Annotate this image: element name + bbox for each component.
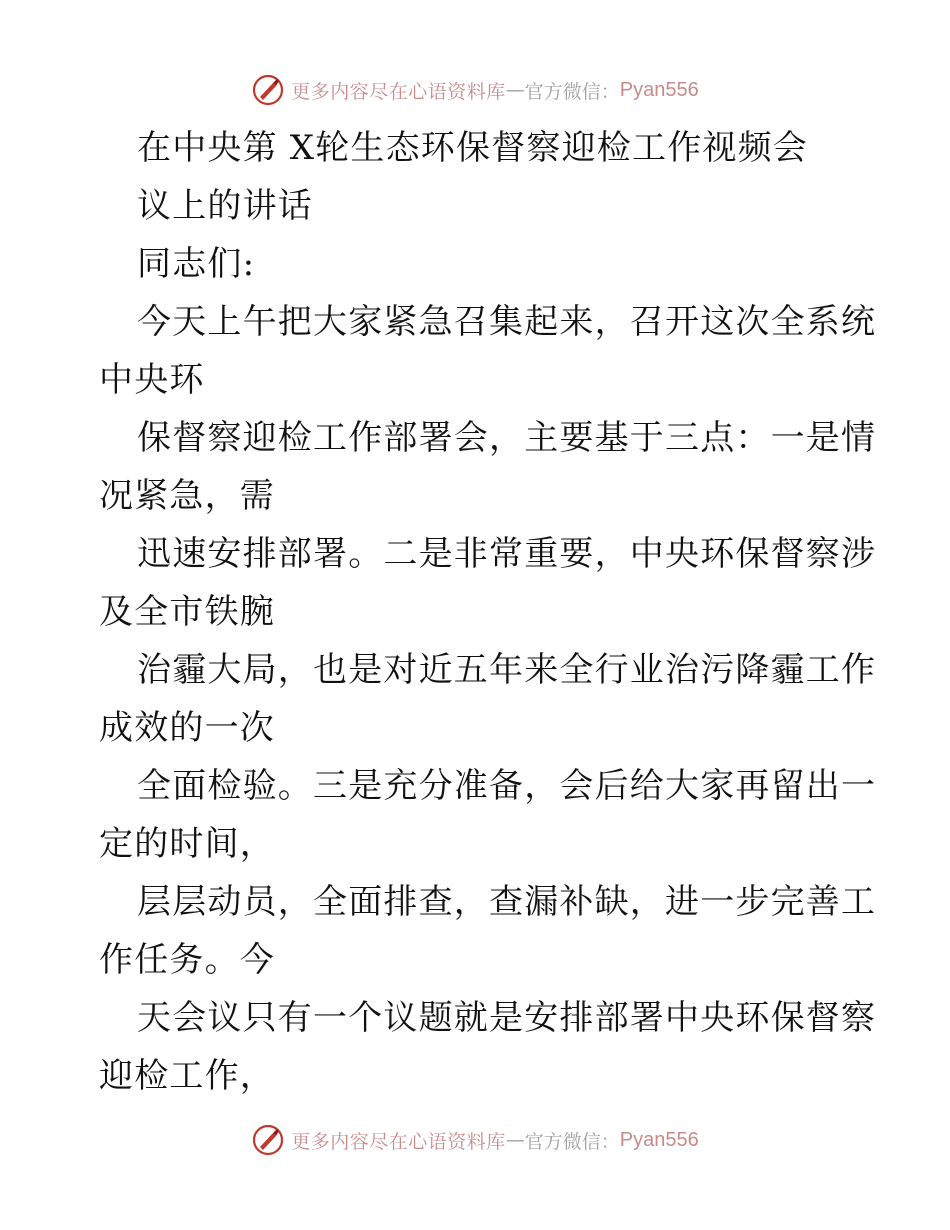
body-line: 治霾大局，也是对近五年来全行业治污降霾工作	[137, 650, 877, 690]
salutation: 同志们:	[137, 244, 256, 284]
watermark-text: 更多内容尽在心语资料库	[291, 80, 506, 103]
body-line: 天会议只有一个议题就是安排部署中央环保督察	[137, 998, 877, 1038]
body-line: 况紧急，需	[99, 476, 275, 516]
pen-logo-icon	[251, 73, 285, 107]
document-title-line-2: 议上的讲话	[137, 186, 313, 226]
watermark-label: 官方微信：	[524, 1130, 620, 1153]
pen-logo-icon	[251, 1123, 285, 1157]
watermark-wechat-id: Pyan556	[619, 1128, 699, 1151]
document-title-line-1: 在中央第 X轮生态环保督察迎检工作视频会	[137, 128, 809, 168]
body-line: 今天上午把大家紧急召集起来，召开这次全系统	[137, 302, 877, 342]
watermark-wechat-id: Pyan556	[619, 78, 699, 101]
body-line: 层层动员，全面排查，查漏补缺，进一步完善工	[137, 882, 877, 922]
watermark-label: 官方微信：	[524, 80, 620, 103]
body-line: 成效的一次	[99, 708, 275, 748]
body-line: 中央环	[99, 360, 205, 400]
body-line: 作任务。今	[99, 940, 275, 980]
watermark-separator: —	[505, 79, 525, 101]
watermark-text: 更多内容尽在心语资料库	[291, 1130, 506, 1153]
watermark-footer	[0, 1120, 950, 1160]
body-line: 保督察迎检工作部署会，主要基于三点：一是情	[137, 418, 877, 458]
body-line: 迎检工作，	[99, 1056, 275, 1096]
body-line: 迅速安排部署。二是非常重要，中央环保督察涉	[137, 534, 877, 574]
watermark-separator: —	[505, 1129, 525, 1151]
watermark-header	[0, 70, 950, 110]
body-line: 定的时间，	[99, 824, 275, 864]
body-line: 全面检验。三是充分准备，会后给大家再留出一	[137, 766, 877, 806]
body-line: 及全市铁腕	[99, 592, 275, 632]
